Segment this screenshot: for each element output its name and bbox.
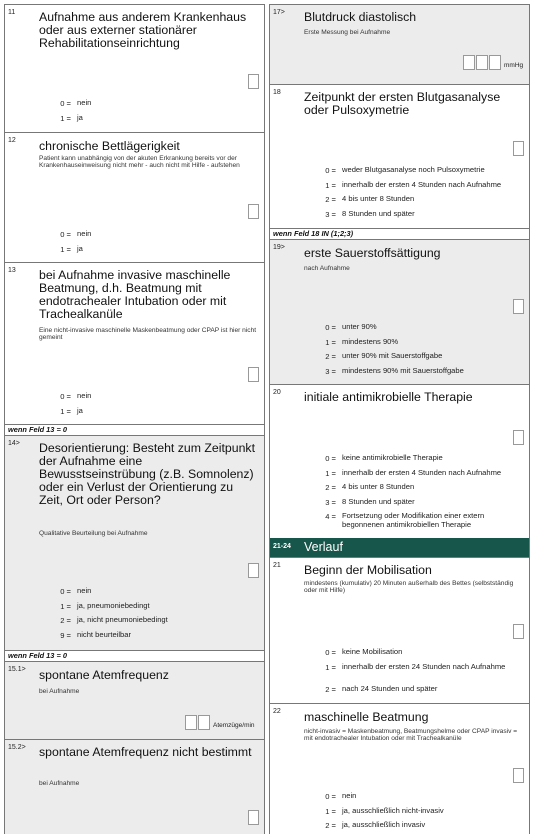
field-title: Zeitpunkt der ersten Blutgasanalyse oder Pulsoxymetrie [304, 90, 501, 117]
field-description: nach Aufnahme [304, 265, 350, 272]
field-14 [5, 435, 264, 650]
field-description: mindestens (kumulativ) 20 Minuten außerhalb des Bettes (selbstständig oder mit Hilfe) [304, 580, 514, 595]
option-item: 2 = ja, ausschließlich invasiv [325, 820, 426, 830]
section-header-verlauf [270, 538, 529, 557]
option-item: 1 = ja, pneumoniebedingt [60, 600, 150, 611]
digit-box[interactable] [185, 715, 197, 730]
field-19 [270, 239, 529, 384]
field-number: 19> [273, 244, 285, 251]
answer-checkbox[interactable] [248, 204, 259, 219]
field-number: 14> [8, 440, 20, 447]
field-number: 15.1> [8, 666, 26, 673]
answer-checkbox[interactable] [513, 141, 524, 156]
field-12 [5, 132, 264, 262]
field-11 [5, 4, 264, 132]
digit-box[interactable] [489, 55, 501, 70]
option-list [310, 791, 527, 834]
field-number: 11 [8, 9, 16, 16]
option-item: 0 = nein [60, 98, 92, 108]
option-item: 1 = ja [60, 243, 83, 254]
field-title: initiale antimikrobielle Therapie [304, 390, 473, 404]
condition-note: wenn Feld 18 IN (1;2;3) [270, 228, 529, 239]
option-item: 4 = Fortsetzung oder Modifikation einer extern begonnenen antimikrobiellen Therapie [325, 511, 485, 529]
field-number: 13 [8, 267, 16, 274]
field-title: spontane Atemfrequenz nicht bestimmt [39, 745, 252, 759]
field-17 [270, 4, 529, 84]
option-item: 3 = mindestens 90% mit Sauerstoffgabe [325, 365, 464, 376]
option-list [310, 165, 527, 223]
option-item: 1 = mindestens 90% [325, 336, 399, 347]
field-description: Qualitative Beurteilung bei Aufnahme [39, 530, 148, 537]
field-number: 15.2> [8, 744, 26, 751]
option-list [310, 322, 527, 380]
option-item: 1 = ja [60, 405, 83, 416]
answer-checkbox[interactable] [513, 768, 524, 783]
field-title: Beginn der Mobilisation [304, 563, 432, 577]
field-number: 17> [273, 9, 285, 16]
digit-box[interactable] [198, 715, 210, 730]
option-item: 3 = 8 Stunden und später [325, 496, 415, 507]
digit-box[interactable] [463, 55, 475, 70]
option-item: 1 = innerhalb der ersten 4 Stunden nach Aufnahme [325, 179, 502, 190]
condition-note: wenn Feld 13 = 0 [5, 650, 264, 661]
condition-note: wenn Feld 13 = 0 [5, 424, 264, 435]
option-item: 2 = nach 24 Stunden und später [325, 683, 438, 694]
option-item: 0 = keine Mobilisation [325, 647, 403, 657]
field-number: 18 [273, 89, 281, 96]
option-item: 2 = 4 bis unter 8 Stunden [325, 482, 415, 492]
option-item: 2 = 4 bis unter 8 Stunden [325, 194, 415, 204]
field-15-1 [5, 661, 264, 739]
right-column [269, 4, 530, 834]
field-title: Aufnahme aus anderem Krankenhaus oder aus externer stationärer Rehabilitationseinrichtung [39, 10, 247, 50]
field-18 [270, 84, 529, 228]
field-description: bei Aufnahme [39, 780, 80, 787]
option-item: 0 = nein [60, 391, 92, 401]
respiratory-rate-input[interactable] [185, 715, 255, 730]
option-item: 1 = innerhalb der ersten 4 Stunden nach Aufnahme [325, 467, 502, 478]
field-title: chronische Bettlägerigkeit [39, 139, 180, 153]
field-21 [270, 557, 529, 703]
field-title: Desorientierung: Besteht zum Zeitpunkt der Aufnahme eine Bewusstseinstrübung (z.B. Somnolenz) oder ein Verlust der Orientierung zu Zeit, Ort oder Person? [39, 441, 255, 507]
field-description: Eine nicht-invasive maschinelle Maskenbeatmung oder CPAP ist hier nicht gemeint [39, 327, 257, 342]
option-item: 0 = keine antimikrobielle Therapie [325, 453, 443, 463]
field-description: Patient kann unabhängig von der akuten Erkrankung bereits vor der Krankenhauseinweisung nicht mehr - auch nicht mit Hilfe - aufstehen [39, 155, 240, 170]
left-column [4, 4, 265, 834]
option-item: 9 = nicht beurteilbar [60, 629, 132, 640]
section-number: 21-24 [273, 543, 291, 550]
field-20 [270, 384, 529, 538]
field-title: spontane Atemfrequenz [39, 668, 169, 682]
field-title: Blutdruck diastolisch [304, 10, 417, 24]
option-list [45, 586, 262, 644]
option-list [45, 391, 262, 420]
diastolic-pressure-input[interactable] [463, 55, 523, 70]
option-item: 1 = ja [60, 112, 83, 123]
field-number: 21 [273, 562, 281, 569]
field-13 [5, 262, 264, 424]
answer-checkbox[interactable] [248, 74, 259, 89]
answer-checkbox[interactable] [513, 430, 524, 445]
answer-checkbox[interactable] [248, 367, 259, 382]
field-title: maschinelle Beatmung [304, 710, 429, 724]
option-item: 2 = unter 90% mit Sauerstoffgabe [325, 351, 443, 361]
field-description: bei Aufnahme [39, 688, 80, 695]
unit-label: mmHg [504, 62, 524, 69]
option-item: 0 = nein [60, 586, 92, 596]
answer-checkbox[interactable] [513, 299, 524, 314]
option-list [310, 647, 527, 698]
option-item: 2 = ja, nicht pneumoniebedingt [60, 615, 168, 625]
option-item: 3 = 8 Stunden und später [325, 208, 415, 219]
digit-box[interactable] [476, 55, 488, 70]
option-list [310, 453, 527, 533]
field-22 [270, 703, 529, 834]
field-number: 22 [273, 708, 281, 715]
field-number: 12 [8, 137, 16, 144]
option-list [45, 98, 262, 127]
option-item: 0 = nein [60, 229, 92, 239]
option-item: 1 = ja, ausschließlich nicht-invasiv [325, 805, 444, 816]
field-description: nicht-invasiv = Maskenbeatmung, Beatmungshelme oder CPAP invasiv = mit endotrachealer Intubation oder mit Trachealkanüle [304, 728, 518, 743]
option-item: 0 = weder Blutgasanalyse noch Pulsoxymetrie [325, 165, 485, 175]
answer-checkbox[interactable] [248, 810, 259, 825]
option-item: 0 = unter 90% [325, 322, 377, 332]
field-number: 20 [273, 389, 281, 396]
answer-checkbox[interactable] [513, 624, 524, 639]
option-item: 1 = innerhalb der ersten 24 Stunden nach Aufnahme [325, 661, 506, 672]
field-title: erste Sauerstoffsättigung [304, 246, 441, 260]
field-description: Erste Messung bei Aufnahme [304, 29, 391, 36]
option-item: 0 = nein [325, 791, 357, 801]
section-title: Verlauf [304, 540, 343, 554]
field-15-2 [5, 739, 264, 834]
answer-checkbox[interactable] [248, 563, 259, 578]
field-title: bei Aufnahme invasive maschinelle Beatmung, d.h. Beatmung mit endotrachealer Intubation oder mit Trachealkanüle [39, 268, 231, 321]
unit-label: Atemzüge/min [213, 722, 255, 729]
option-list [45, 229, 262, 258]
